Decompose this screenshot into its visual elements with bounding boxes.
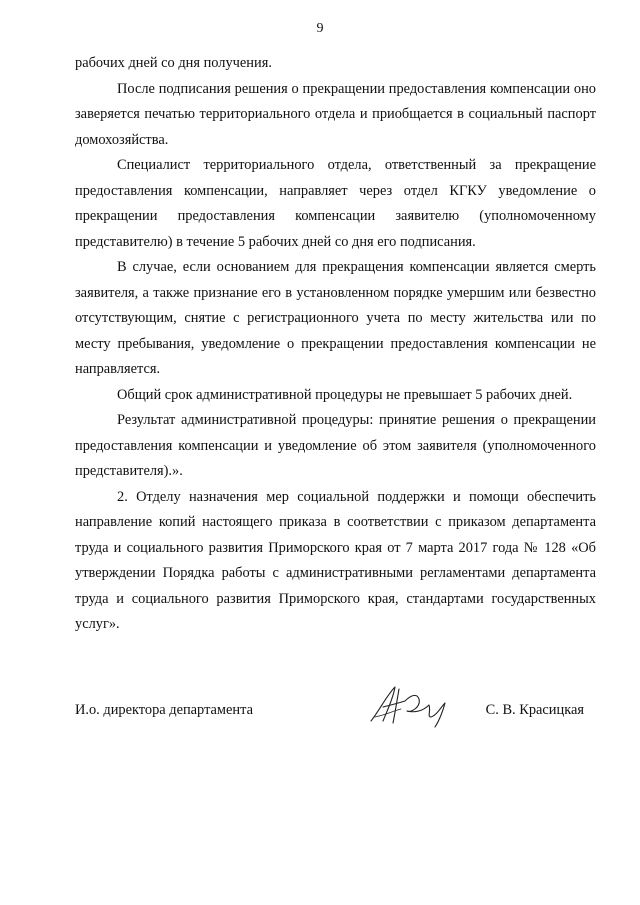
paragraph-deadline: Общий срок административной процедуры не превышает 5 рабочих дней.: [117, 386, 573, 403]
paragraph-result: Результат административной процедуры: принятие решения о прекращении предоставления компенсации и уведомление об этом заявителя (уполномоченного представителя).».: [75, 412, 596, 479]
paragraph-notification: Специалист территориального отдела, ответственный за прекращение предоставления компенсации, направляет через отдел КГКУ уведомление о прекращении предоставления компенсации заявителю (уполномоченному представителю) в течение 5 рабочих дней со дня его подписания.: [75, 157, 596, 250]
handwritten-signature: [365, 681, 455, 729]
paragraph-instruction: 2. Отделу назначения мер социальной поддержки и помощи обеспечить направление копий настоящего приказа в соответствии с приказом департамента труда и социального развития Приморского края от 7 марта 2017 года № 128 «Об утверждении Порядка работы с административными регламентами департамента труда и социального развития Приморского края, стандартами государственных услуг».: [75, 488, 596, 632]
page-number: 9: [316, 21, 324, 36]
paragraph-exception: В случае, если основанием для прекращения компенсации является смерть заявителя, а также признание его в установленном порядке умершим или безвестно отсутствующим, снятие с регистрационного учета по месту жительства или по месту пребывания, уведомление о прекращении предоставления компенсации не направляется.: [75, 259, 596, 377]
paragraph-continuation: рабочих дней со дня получения.: [75, 55, 272, 71]
signatory-position: И.о. директора департамента: [75, 702, 253, 718]
paragraph-seal: После подписания решения о прекращении предоставления компенсации оно заверяется печатью территориального отдела и приобщается в социальный паспорт домохозяйства.: [75, 80, 596, 148]
signature-block: [75, 693, 596, 733]
document-body: [75, 51, 596, 638]
signatory-name: С. В. Красицкая: [485, 702, 584, 718]
